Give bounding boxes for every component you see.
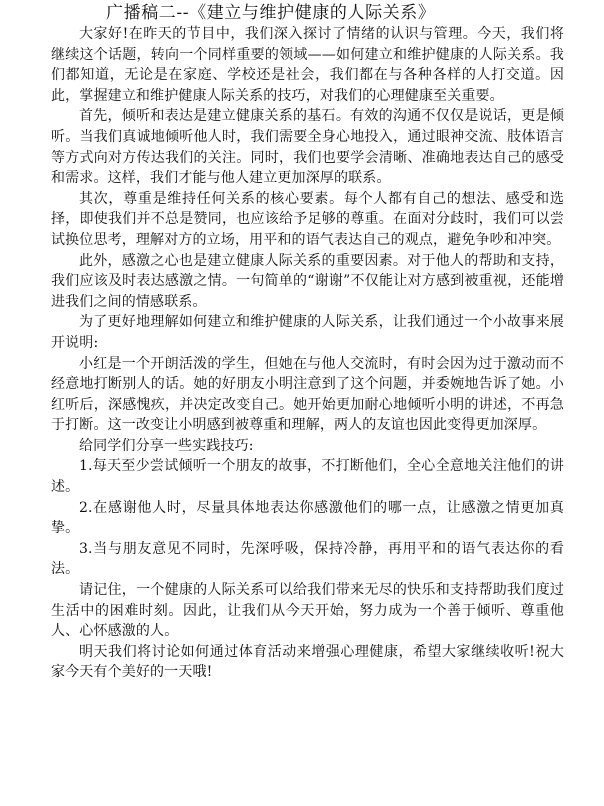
paragraph-remember: 请记住，一个健康的人际关系可以给我们带来无尽的快乐和支持帮助我们度过生活中的困难时刻。因此，让我们从今天开始，努力成为一个善于倾听、尊重他人、心怀感激的人。 — [51, 582, 564, 640]
paragraph-greeting: 大家好!在昨天的节目中，我们深入探讨了情绪的认识与管理。今天，我们将继续这个话题，转向一个同样重要的领域——如何建立和维护健康的人际关系。我们都知道，无论是在家庭、学校还是社会，我们都在与各种各样的人打交道。因此，掌握建立和维护健康人际关系的技巧，对我们的心理健康至关重要。 — [51, 26, 564, 104]
paragraph-story: 小红是一个开朗活泼的学生，但她在与他人交流时，有时会因为过于激动而不经意地打断别人的话。她的好朋友小明注意到了这个问题，并委婉地告诉了她。小红听后，深感愧疚，并决定改变自己。她开始更加耐心地倾听小明的讲述，不再急于打断。这一改变让小明感到被尊重和理解，两人的友谊也因此变得更加深厚。 — [51, 355, 564, 434]
paragraph-gratitude: 此外，感激之心也是建立健康人际关系的重要因素。对于他人的帮助和支持，我们应该及时表达感激之情。一句简单的“谢谢”不仅能让对方感到被重视，还能增进我们之间的情感联系。 — [51, 252, 564, 310]
paragraph-respect: 其次，尊重是维持任何关系的核心要素。每个人都有自己的想法、感受和选择，即使我们并不总是赞同，也应该给予足够的尊重。在面对分歧时，我们可以尝试换位思考，理解对方的立场，用平和的语气表达自己的观点，避免争吵和冲突。 — [51, 190, 564, 248]
paragraph-story-intro: 为了更好地理解如何建立和维护健康的人际关系，让我们通过一个小故事来展开说明: — [51, 314, 564, 351]
paragraph-tip-3: 3.当与朋友意见不同时，先深呼吸，保持冷静，再用平和的语气表达你的看法。 — [51, 540, 564, 578]
paragraph-tip-2: 2.在感谢他人时，尽量具体地表达你感激他们的哪一点，让感激之情更加真挚。 — [51, 499, 564, 537]
document-title: 广播稿二--《建立与维护健康的人际关系》 — [106, 3, 436, 23]
paragraph-tips-intro: 给同学们分享一些实践技巧: — [79, 437, 254, 454]
paragraph-tip-1: 1.每天至少尝试倾听一个朋友的故事，不打断他们，全心全意地关注他们的讲述。 — [51, 458, 564, 496]
paragraph-closing: 明天我们将讨论如何通过体育活动来增强心理健康，希望大家继续收听!祝大家今天有个美好的一天哦! — [51, 643, 564, 681]
paragraph-listening: 首先，倾听和表达是建立健康关系的基石。有效的沟通不仅仅是说话，更是倾听。当我们真诚地倾听他人时，我们需要全身心地投入，通过眼神交流、肢体语言等方式向对方传达我们的关注。同时，我们也要学会清晰、准确地表达自己的感受和需求。这样，我们才能与他人建立更加深厚的联系。 — [51, 108, 564, 187]
